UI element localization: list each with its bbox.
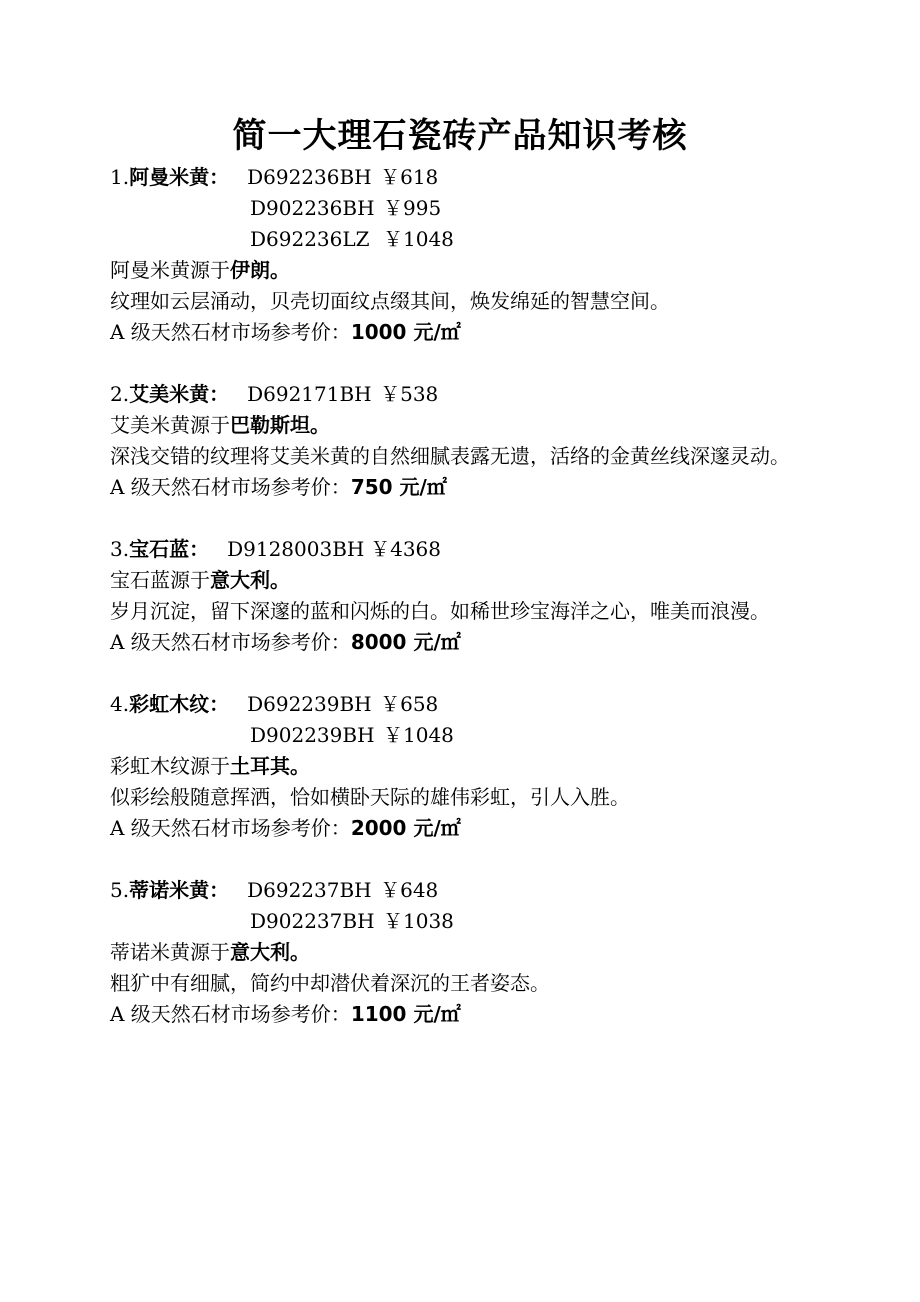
product-price: ￥1048 (383, 723, 454, 747)
product-origin (110, 937, 850, 968)
market-price-prefix: A 级天然石材市场参考价： (110, 630, 351, 654)
product-code-row (110, 720, 850, 751)
product-code: D902237BH (250, 909, 375, 933)
product-code: D692237BH (247, 878, 372, 902)
product-price: ￥1038 (383, 909, 454, 933)
product-description: 深浅交错的纹理将艾美米黄的自然细腻表露无遗，活络的金黄丝线深邃灵动。 (110, 444, 790, 468)
market-price-value: 750 元/㎡ (350, 475, 447, 499)
market-price-value: 2000 元/㎡ (350, 816, 461, 840)
product-number: 4. (110, 692, 130, 716)
product-code: D692171BH (247, 382, 372, 406)
product-code-row (110, 193, 850, 224)
origin-country: 巴勒斯坦。 (230, 413, 330, 437)
product-price: ￥538 (380, 382, 439, 406)
market-price-value: 8000 元/㎡ (350, 630, 461, 654)
product-code: D9128003BH (227, 537, 365, 561)
product-header (110, 162, 850, 193)
product-code-row (110, 224, 850, 255)
product-name: 阿曼米黄： (129, 165, 230, 189)
product-price: ￥658 (380, 692, 439, 716)
product-number: 2. (110, 382, 130, 406)
product-section (110, 162, 850, 348)
market-price-line (110, 317, 850, 348)
product-description: 岁月沉淀，留下深邃的蓝和闪烁的白。如稀世珍宝海洋之心，唯美而浪漫。 (110, 599, 770, 623)
product-origin (110, 565, 850, 596)
product-origin (110, 410, 850, 441)
product-price: ￥618 (380, 165, 439, 189)
product-section (110, 689, 850, 844)
product-description: 粗犷中有细腻，简约中却潜伏着深沉的王者姿态。 (110, 971, 550, 995)
origin-prefix: 阿曼米黄源于 (110, 258, 230, 282)
market-price-prefix: A 级天然石材市场参考价： (110, 475, 351, 499)
product-name: 彩虹木纹： (129, 692, 230, 716)
origin-prefix: 宝石蓝源于 (110, 568, 210, 592)
market-price-prefix: A 级天然石材市场参考价： (110, 1002, 351, 1026)
product-name: 宝石蓝： (129, 537, 210, 561)
product-origin (110, 751, 850, 782)
product-section (110, 534, 850, 658)
product-section (110, 875, 850, 1030)
product-number: 5. (110, 878, 130, 902)
origin-country: 意大利。 (210, 568, 290, 592)
origin-prefix: 艾美米黄源于 (110, 413, 230, 437)
product-code: D902239BH (250, 723, 375, 747)
origin-prefix: 蒂诺米黄源于 (110, 940, 230, 964)
product-code: D692239BH (247, 692, 372, 716)
product-name: 艾美米黄： (129, 382, 230, 406)
market-price-line (110, 813, 850, 844)
product-header (110, 875, 850, 906)
product-price: ￥4368 (370, 537, 441, 561)
origin-country: 土耳其。 (230, 754, 310, 778)
market-price-prefix: A 级天然石材市场参考价： (110, 320, 351, 344)
product-origin (110, 255, 850, 286)
market-price-value: 1100 元/㎡ (350, 1002, 461, 1026)
market-price-value: 1000 元/㎡ (350, 320, 461, 344)
product-section (110, 379, 850, 503)
origin-prefix: 彩虹木纹源于 (110, 754, 230, 778)
document-body (110, 162, 850, 1030)
market-price-line (110, 472, 850, 503)
product-description: 纹理如云层涌动，贝壳切面纹点缀其间，焕发绵延的智慧空间。 (110, 289, 670, 313)
market-price-line (110, 999, 850, 1030)
product-price: ￥1048 (383, 227, 454, 251)
product-header (110, 534, 850, 565)
page-title: 简一大理石瓷砖产品知识考核 (232, 116, 688, 156)
product-price: ￥648 (380, 878, 439, 902)
market-price-prefix: A 级天然石材市场参考价： (110, 816, 351, 840)
product-header (110, 379, 850, 410)
product-name: 蒂诺米黄： (129, 878, 230, 902)
origin-country: 意大利。 (230, 940, 310, 964)
product-header (110, 689, 850, 720)
product-price: ￥995 (383, 196, 442, 220)
product-description: 似彩绘般随意挥洒，恰如横卧天际的雄伟彩虹，引人入胜。 (110, 785, 630, 809)
product-code: D692236BH (247, 165, 372, 189)
market-price-line (110, 627, 850, 658)
product-code: D692236LZ (250, 227, 370, 251)
product-code: D902236BH (250, 196, 375, 220)
origin-country: 伊朗。 (230, 258, 290, 282)
product-number: 3. (110, 537, 130, 561)
product-code-row (110, 906, 850, 937)
product-number: 1. (110, 165, 130, 189)
